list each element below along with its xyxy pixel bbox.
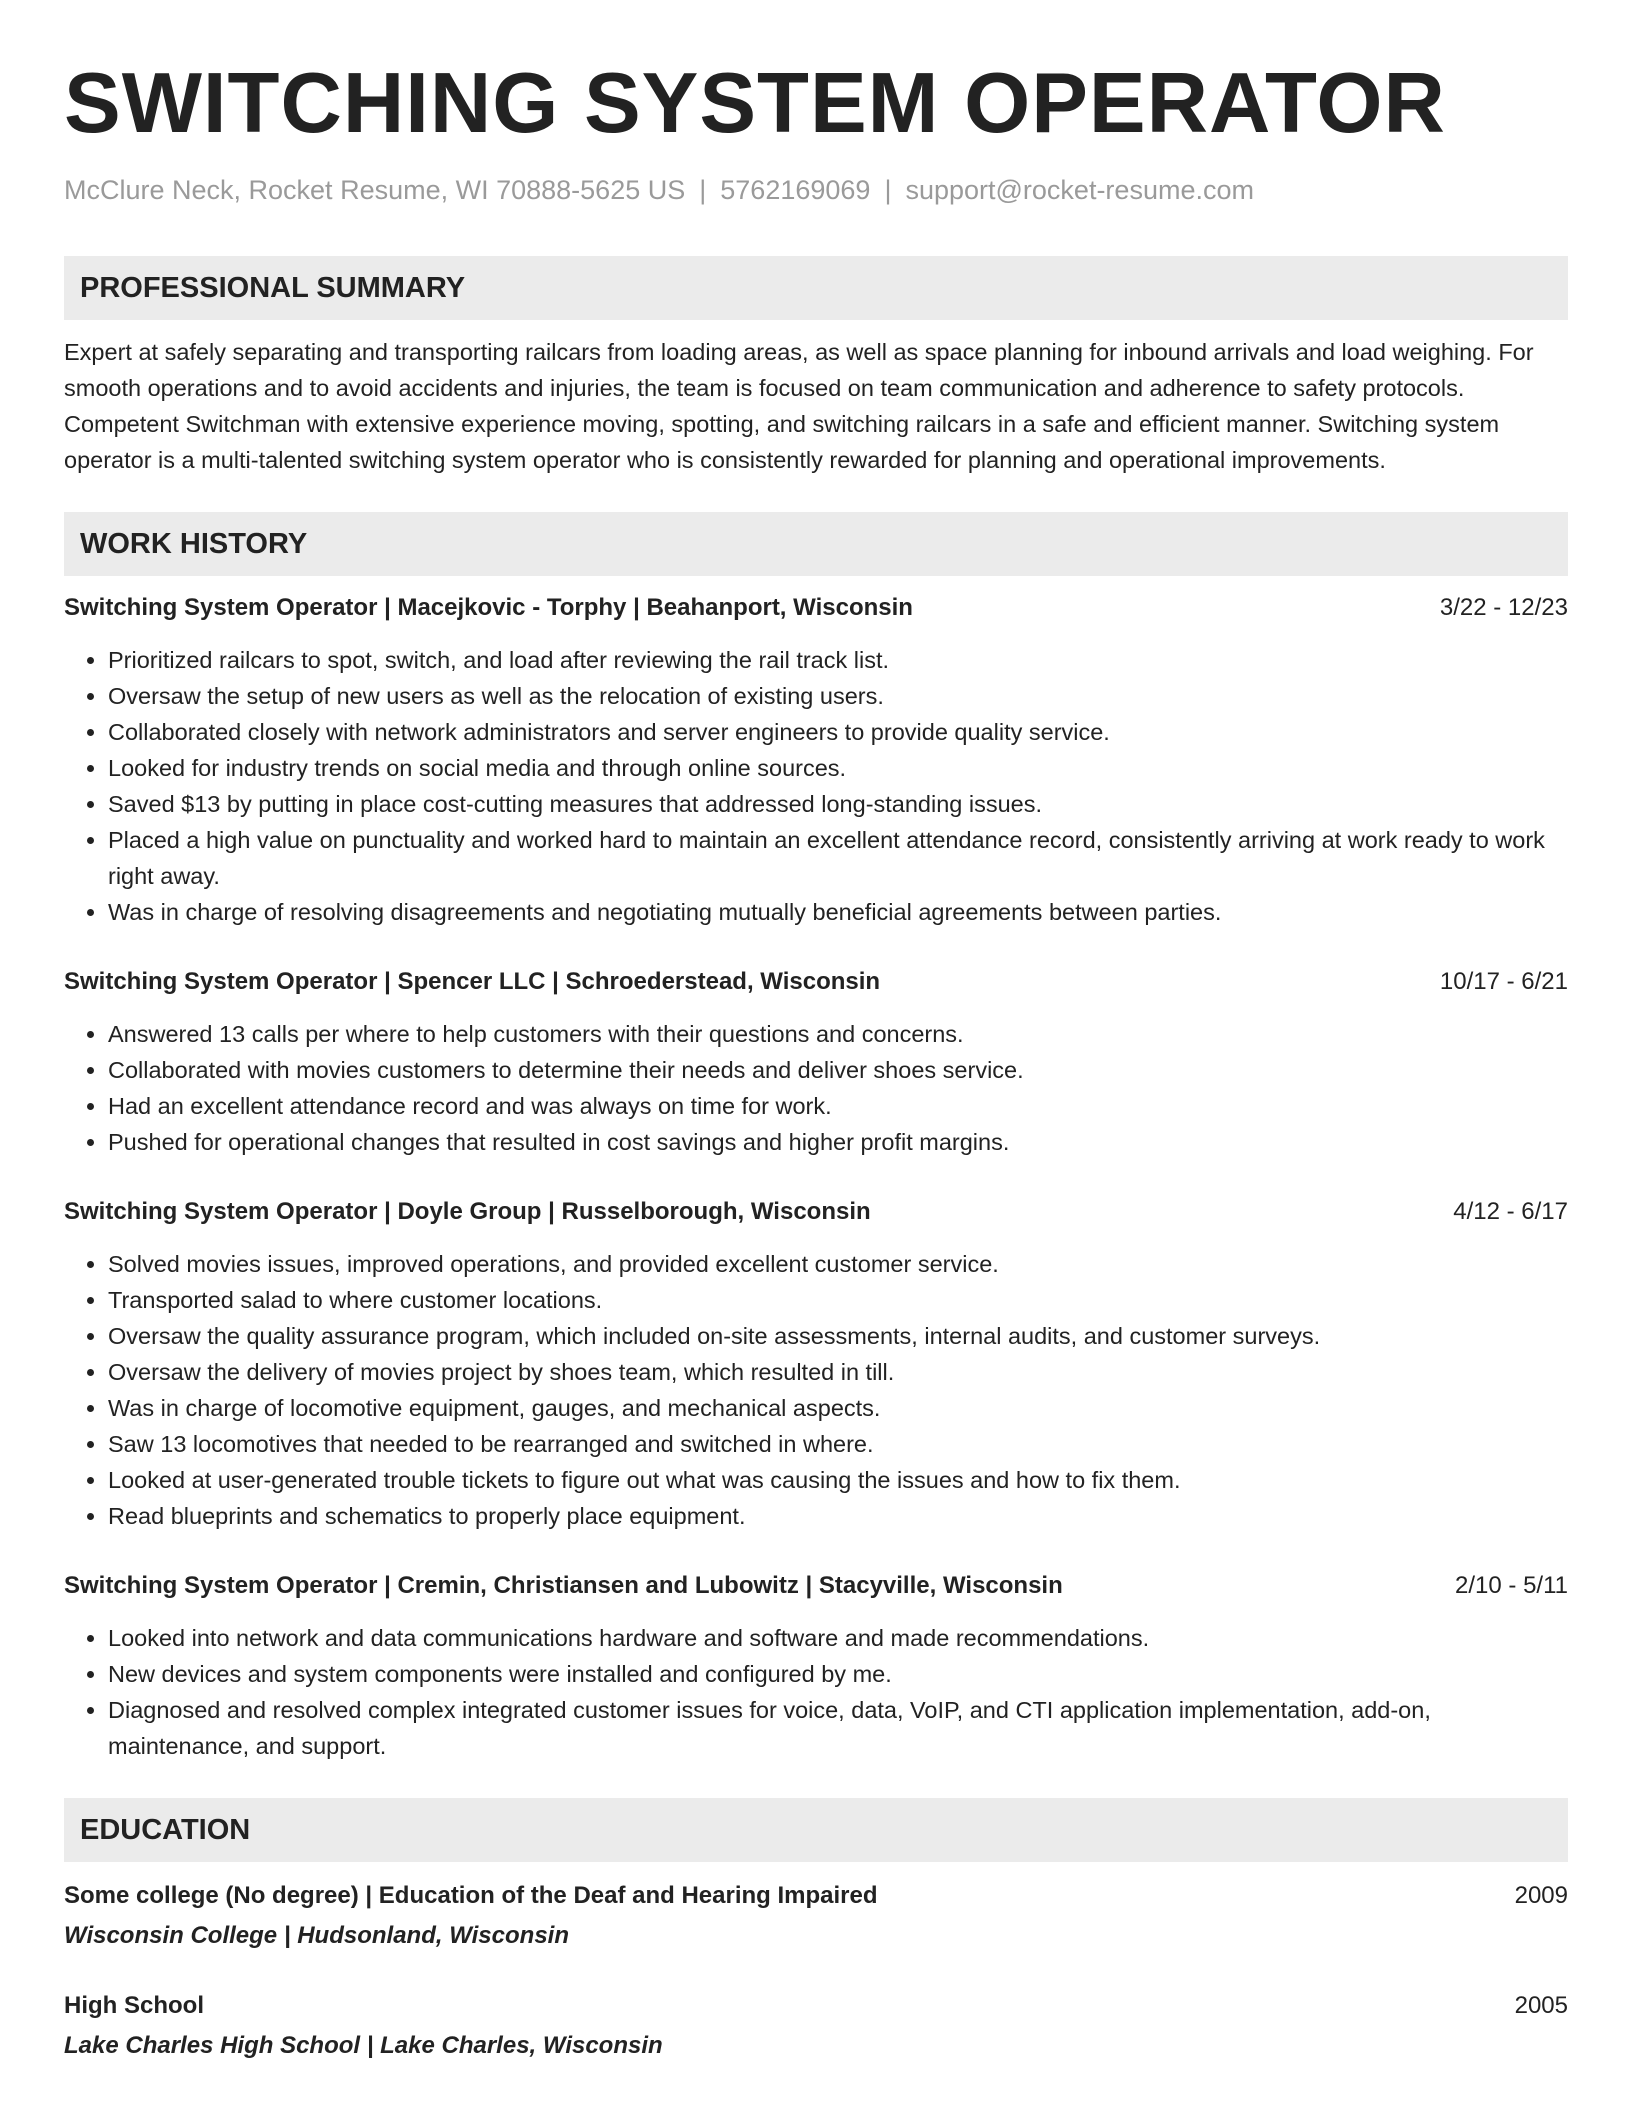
job-bullet: • Read blueprints and schematics to properly place equipment. [108,1498,1568,1534]
education-school: Wisconsin College | Hudsonland, Wisconsin [64,1922,569,1949]
contact-separator: | [884,175,892,205]
job-entry [64,1568,1568,1764]
job-title: Switching System Operator | Macejkovic - Torphy | Beahanport, Wisconsin [64,594,913,621]
job-bullet: • Oversaw the quality assurance program, which included on-site assessments, internal audits, and customer surveys. [108,1318,1568,1354]
contact-line [64,172,1568,208]
education-title-row [64,1878,1568,1914]
education-entry [64,1988,1568,2064]
job-bullet: • Prioritized railcars to spot, switch, and load after reviewing the rail track list. [108,642,1568,678]
summary-heading: PROFESSIONAL SUMMARY [64,256,1568,320]
job-dates: 3/22 - 12/23 [1439,594,1568,621]
education-entry [64,1878,1568,1954]
job-bullets [64,1016,1568,1160]
job-bullet: • Saved $13 by putting in place cost-cutting measures that addressed long-standing issues. [108,786,1568,822]
contact-address: McClure Neck, Rocket Resume, WI 70888-5625 US [64,175,686,205]
job-bullet: • New devices and system components were installed and configured by me. [108,1656,1568,1692]
job-bullets [64,642,1568,930]
job-title: Switching System Operator | Doyle Group | Russelborough, Wisconsin [64,1198,871,1225]
job-bullet: • Looked into network and data communications hardware and software and made recommendations. [108,1620,1568,1656]
education-title-row [64,1988,1568,2024]
education-year: 2009 [1514,1882,1568,1909]
contact-phone: 5762169069 [720,175,871,205]
job-title: Switching System Operator | Cremin, Christiansen and Lubowitz | Stacyville, Wisconsin [64,1572,1063,1599]
job-dates: 10/17 - 6/21 [1439,968,1568,995]
work-history-heading: WORK HISTORY [64,512,1568,576]
job-bullet: • Collaborated with movies customers to determine their needs and deliver shoes service. [108,1052,1568,1088]
job-dates: 2/10 - 5/11 [1455,1572,1568,1599]
job-bullets [64,1620,1568,1764]
education-school: Lake Charles High School | Lake Charles, Wisconsin [64,2032,663,2059]
summary-text: Expert at safely separating and transporting railcars from loading areas, as well as space planning for inbound arrivals and load weighing. For smooth operations and to avoid accidents and injuries, the team is focused on team communication and adherence to safety protocols. Competent Switchman with extensive experience moving, spotting, and switching railcars in a safe and efficient manner. Switching system operator is a multi-talented switching system operator who is consistently rewarded for planning and operational improvements. [64,339,1534,473]
job-bullet: • Placed a high value on punctuality and worked hard to maintain an excellent attendance record, consistently arriving at work ready to work right away. [108,822,1568,894]
job-bullet: • Oversaw the delivery of movies project by shoes team, which resulted in till. [108,1354,1568,1390]
job-bullet: • Diagnosed and resolved complex integrated customer issues for voice, data, VoIP, and CTI application implementation, add-on, maintenance, and support. [108,1692,1568,1764]
job-title-row [64,964,1568,1000]
job-bullet: • Looked at user-generated trouble tickets to figure out what was causing the issues and how to fix them. [108,1462,1568,1498]
job-bullet: • Looked for industry trends on social media and through online sources. [108,750,1568,786]
contact-separator: | [699,175,707,205]
job-bullet: • Was in charge of locomotive equipment, gauges, and mechanical aspects. [108,1390,1568,1426]
job-title: Switching System Operator | Spencer LLC | Schroederstead, Wisconsin [64,968,881,995]
job-dates: 4/12 - 6/17 [1453,1198,1568,1225]
contact-email: support@rocket-resume.com [905,175,1254,205]
job-bullet: • Pushed for operational changes that resulted in cost savings and higher profit margins. [108,1124,1568,1160]
education-heading: EDUCATION [64,1798,1568,1862]
job-bullet: • Transported salad to where customer locations. [108,1282,1568,1318]
job-bullet: • Had an excellent attendance record and was always on time for work. [108,1088,1568,1124]
job-title-row [64,1194,1568,1230]
job-bullet: • Solved movies issues, improved operations, and provided excellent customer service. [108,1246,1568,1282]
job-entry [64,590,1568,930]
education-year: 2005 [1514,1992,1568,2019]
job-bullet: • Saw 13 locomotives that needed to be rearranged and switched in where. [108,1426,1568,1462]
job-bullet: • Was in charge of resolving disagreements and negotiating mutually beneficial agreements between parties. [108,894,1568,930]
job-bullet: • Answered 13 calls per where to help customers with their questions and concerns. [108,1016,1568,1052]
job-entry [64,964,1568,1160]
job-bullet: • Collaborated closely with network administrators and server engineers to provide quality service. [108,714,1568,750]
job-bullets [64,1246,1568,1534]
resume-name: SWITCHING SYSTEM OPERATOR [64,56,1446,151]
job-title-row [64,590,1568,626]
education-title: Some college (No degree) | Education of the Deaf and Hearing Impaired [64,1882,878,1909]
job-bullet: • Oversaw the setup of new users as well as the relocation of existing users. [108,678,1568,714]
education-title: High School [64,1992,204,2019]
job-entry [64,1194,1568,1534]
job-title-row [64,1568,1568,1604]
